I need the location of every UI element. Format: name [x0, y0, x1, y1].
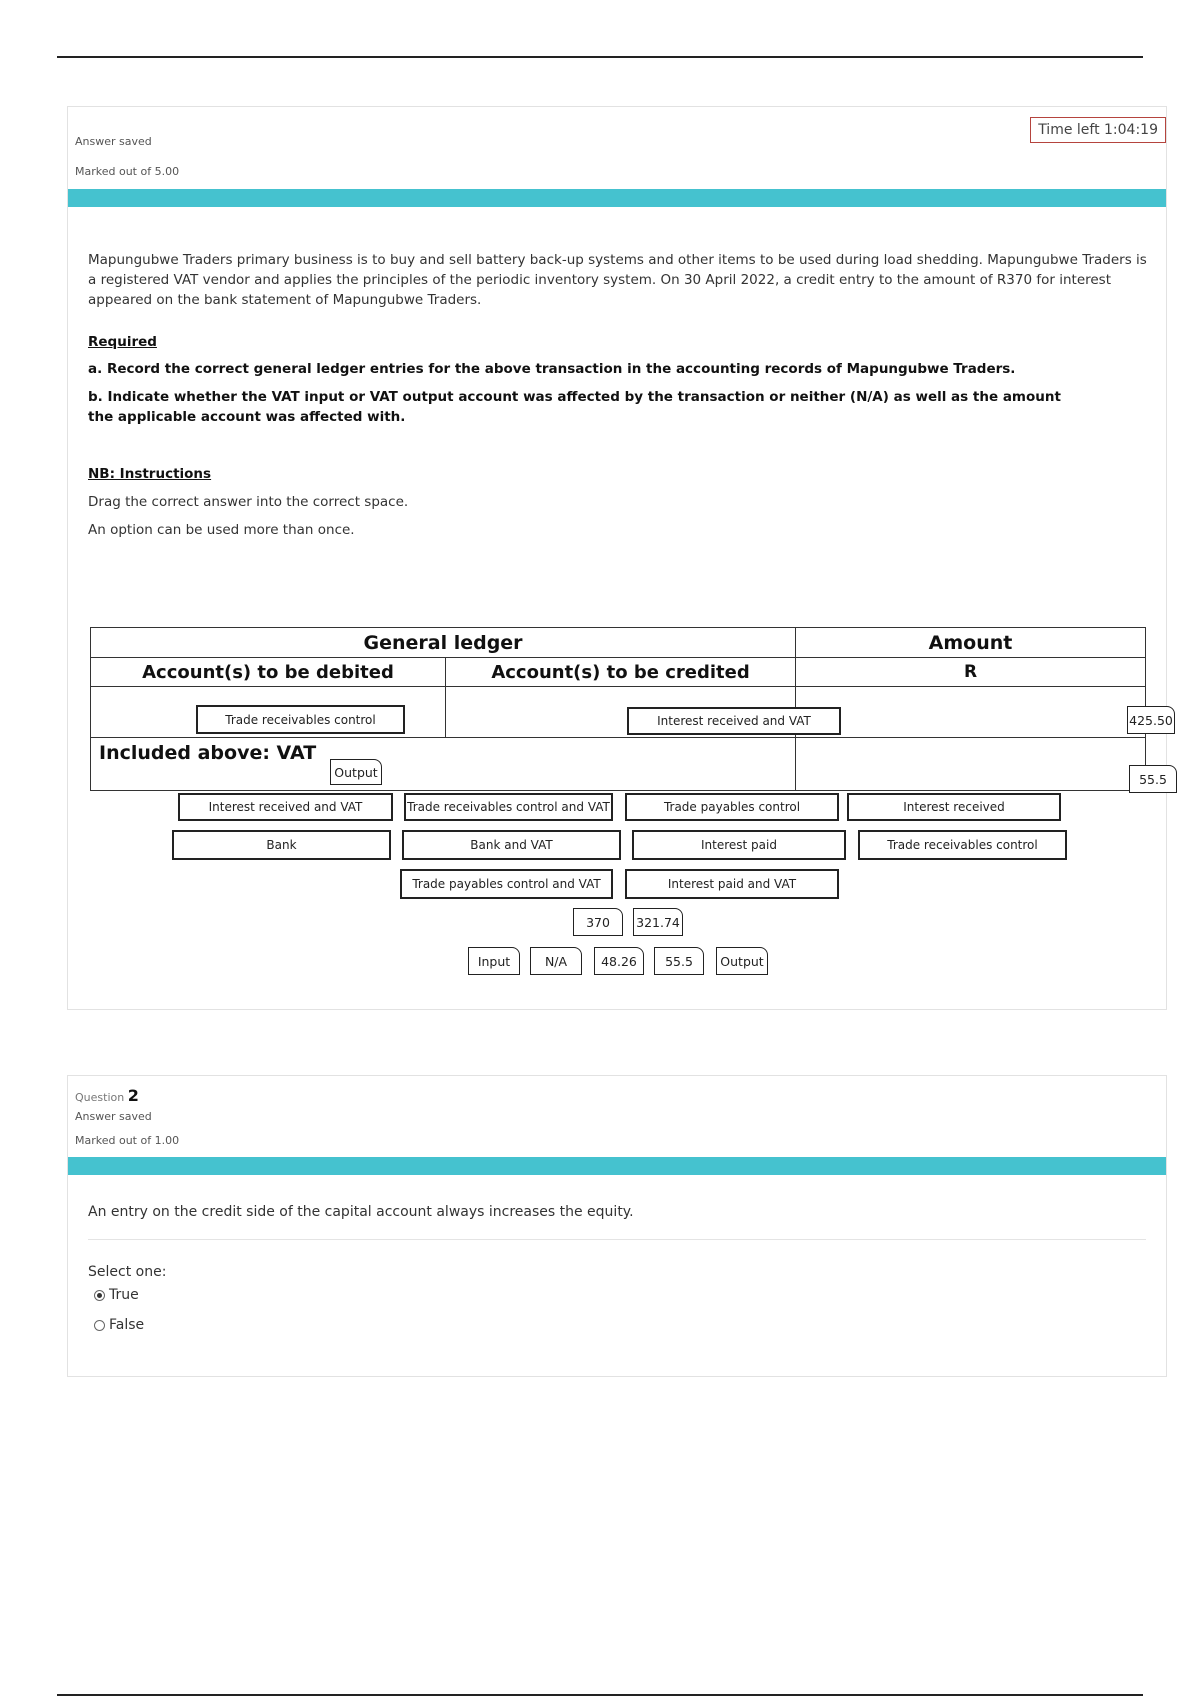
option-interest-received[interactable]: Interest received — [847, 793, 1061, 821]
option-trade-payables-control[interactable]: Trade payables control — [625, 793, 839, 821]
required-heading: Required — [88, 334, 157, 350]
answer-saved-status: Answer saved — [75, 137, 152, 145]
option-trade-receivables-control-and-vat[interactable]: Trade receivables control and VAT — [404, 793, 613, 821]
amount-drop-cell — [796, 687, 1146, 738]
amount-header: Amount — [796, 628, 1146, 658]
divider — [88, 1239, 1146, 1240]
currency-header: R — [796, 658, 1146, 687]
bottom-rule — [57, 1694, 1143, 1696]
option-bank[interactable]: Bank — [172, 830, 391, 860]
time-left: Time left 1:04:19 — [1030, 117, 1166, 143]
question-statement: An entry on the credit side of the capital account always increases the equity. — [88, 1204, 634, 1220]
answer-saved-status: Answer saved — [75, 1110, 152, 1123]
vat-amount-drop-cell — [796, 738, 1146, 791]
option-interest-paid[interactable]: Interest paid — [632, 830, 846, 860]
radio-true[interactable] — [94, 1290, 105, 1301]
option-amount-370[interactable]: 370 — [573, 908, 623, 936]
dropped-debit-answer[interactable]: Trade receivables control — [196, 705, 405, 734]
option-interest-received-and-vat[interactable]: Interest received and VAT — [178, 793, 393, 821]
question-number — [75, 1086, 139, 1105]
select-one-label: Select one: — [88, 1264, 167, 1280]
question-number-value: 2 — [127, 1086, 139, 1105]
instruction-drag: Drag the correct answer into the correct space. — [88, 494, 409, 510]
option-bank-and-vat[interactable]: Bank and VAT — [402, 830, 621, 860]
option-true[interactable] — [94, 1287, 139, 1303]
marked-out-of: Marked out of 5.00 — [75, 165, 180, 178]
dropped-amount-answer[interactable]: 425.50 — [1127, 706, 1175, 734]
debited-header: Account(s) to be debited — [91, 658, 446, 687]
requirement-b: b. Indicate whether the VAT input or VAT output account was affected by the transaction or neither (N/A) as well as the amount the applicable account was affected with. — [88, 389, 1061, 425]
option-output[interactable]: Output — [716, 947, 768, 975]
marked-out-of: Marked out of 1.00 — [75, 1134, 180, 1147]
instruction-reuse: An option can be used more than once. — [88, 522, 355, 538]
option-na[interactable]: N/A — [530, 947, 582, 975]
option-trade-payables-control-and-vat[interactable]: Trade payables control and VAT — [400, 869, 613, 899]
question-header-bar — [68, 189, 1166, 207]
option-false[interactable] — [94, 1317, 144, 1333]
instructions-heading: NB: Instructions — [88, 466, 212, 482]
general-ledger-header: General ledger — [91, 628, 796, 658]
question-intro: Mapungubwe Traders primary business is to buy and sell battery back-up systems and other items to be used during load shedding. Mapungubwe Traders is a registered VAT vendor and applies the principles of the periodic inventory system. On 30 April 2022, a credit entry to the amount of R370 for interest appeared on the bank statement of Mapungubwe Traders. — [88, 252, 1147, 308]
dropped-credit-answer[interactable]: Interest received and VAT — [627, 707, 841, 735]
question-label: Question — [75, 1091, 125, 1104]
question-header-bar — [68, 1157, 1166, 1175]
dropped-vat-amount-answer[interactable]: 55.5 — [1129, 765, 1177, 793]
question-2-card — [67, 1075, 1167, 1377]
radio-false[interactable] — [94, 1320, 105, 1331]
requirement-a: a. Record the correct general ledger entries for the above transaction in the accounting records of Mapungubwe Traders. — [88, 361, 1016, 377]
question-1-card — [67, 106, 1173, 1010]
dropped-vat-type-answer[interactable]: Output — [330, 759, 382, 785]
option-48-26[interactable]: 48.26 — [594, 947, 644, 975]
option-interest-paid-and-vat[interactable]: Interest paid and VAT — [625, 869, 839, 899]
top-rule — [57, 56, 1143, 58]
option-amount-321-74[interactable]: 321.74 — [633, 908, 683, 936]
option-55-5[interactable]: 55.5 — [654, 947, 704, 975]
credited-header: Account(s) to be credited — [446, 658, 796, 687]
option-trade-receivables-control[interactable]: Trade receivables control — [858, 830, 1067, 860]
option-false-label: False — [109, 1317, 145, 1333]
option-input[interactable]: Input — [468, 947, 520, 975]
option-true-label: True — [109, 1287, 139, 1303]
included-vat-label: Included above: VAT — [99, 742, 317, 764]
included-vat-cell — [91, 738, 796, 791]
